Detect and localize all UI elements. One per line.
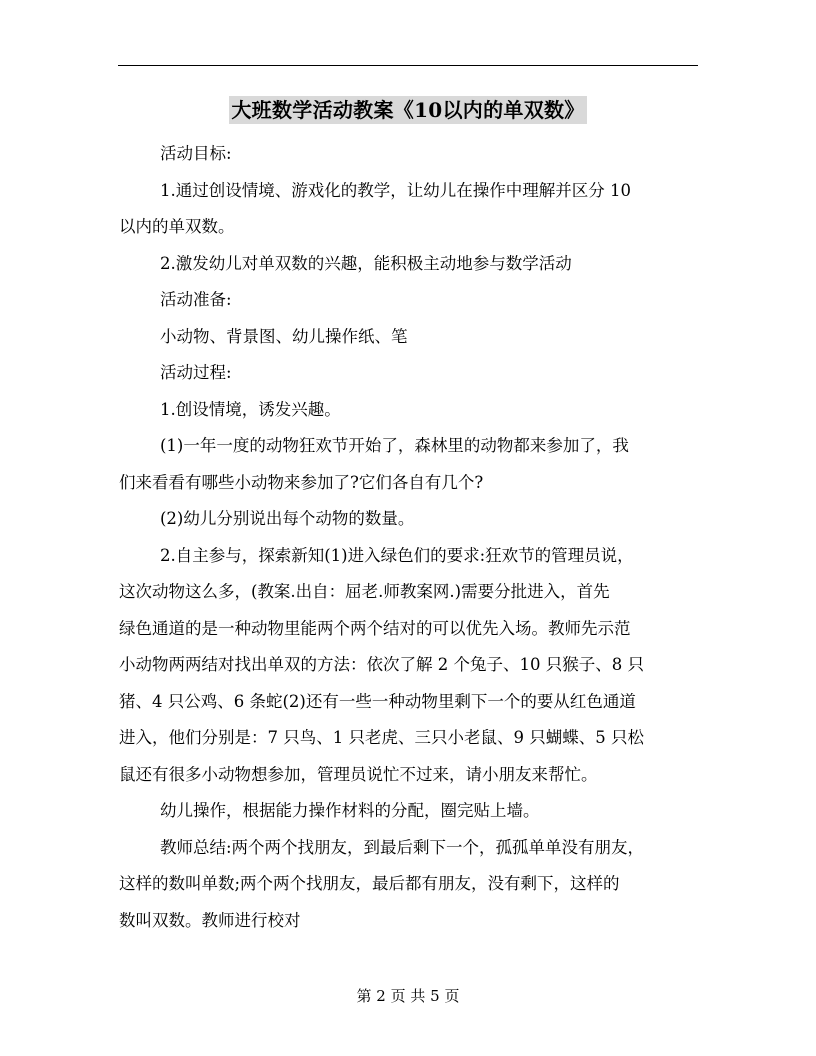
paragraph-line: 活动过程: [160, 363, 232, 382]
page-footer: 第 2 页 共 5 页 [356, 987, 460, 1005]
paragraph-line: 活动准备: [160, 290, 232, 309]
paragraph-line: 小动物、背景图、幼儿操作纸、笔 [160, 326, 408, 346]
paragraph-line: 鼠还有很多小动物想参加，管理员说忙不过来，请小朋友来帮忙。 [119, 764, 598, 784]
paragraph-line: 活动目标: [160, 144, 232, 163]
paragraph-line: 猪、4 只公鸡、6 条蛇(2)还有一些一种动物里剩下一个的要从红色通道 [119, 691, 636, 711]
paragraph-line: 小动物两两结对找出单双的方法：依次了解 2 个兔子、10 只猴子、8 只 [119, 655, 644, 674]
paragraph-line: 数叫双数。教师进行校对 [119, 910, 301, 930]
paragraph-line: 进入，他们分别是：7 只鸟、1 只老虎、三只小老鼠、9 只蝴蝶、5 只松 [119, 728, 644, 747]
paragraph-line: 绿色通道的是一种动物里能两个两个结对的可以优先入场。教师先示范 [119, 618, 631, 638]
paragraph-line: 这样的数叫单数;两个两个找朋友，最后都有朋友，没有剩下，这样的 [119, 874, 620, 893]
paragraph-line: (1)一年一度的动物狂欢节开始了，森林里的动物都来参加了，我 [160, 436, 629, 455]
paragraph-line: 以内的单双数。 [119, 217, 235, 236]
paragraph-line: 教师总结:两个两个找朋友，到最后剩下一个，孤孤单单没有朋友， [160, 837, 645, 857]
document-body [119, 136, 699, 939]
paragraph-line: 幼儿操作，根据能力操作材料的分配，圈完贴上墙。 [160, 801, 540, 820]
paragraph-line: 1.通过创设情境、游戏化的教学，让幼儿在操作中理解并区分 10 [160, 180, 631, 200]
paragraph-line: 2.自主参与，探索新知(1)进入绿色们的要求:狂欢节的管理员说， [160, 545, 634, 565]
paragraph-line: 们来看看有哪些小动物来参加了?它们各自有几个? [119, 472, 484, 492]
paragraph-line: 1.创设情境，诱发兴趣。 [160, 399, 341, 419]
paragraph-line: 2.激发幼儿对单双数的兴趣，能积极主动地参与数学活动 [160, 253, 572, 273]
document-title: 大班数学活动教案《10以内的单双数》 [231, 98, 585, 122]
title-container [0, 96, 816, 124]
header-rule [118, 65, 698, 66]
paragraph-line: 这次动物这么多，(教案.出自：屈老.师教案网.)需要分批进入，首先 [119, 582, 610, 601]
paragraph-line: (2)幼儿分别说出每个动物的数量。 [160, 509, 415, 528]
